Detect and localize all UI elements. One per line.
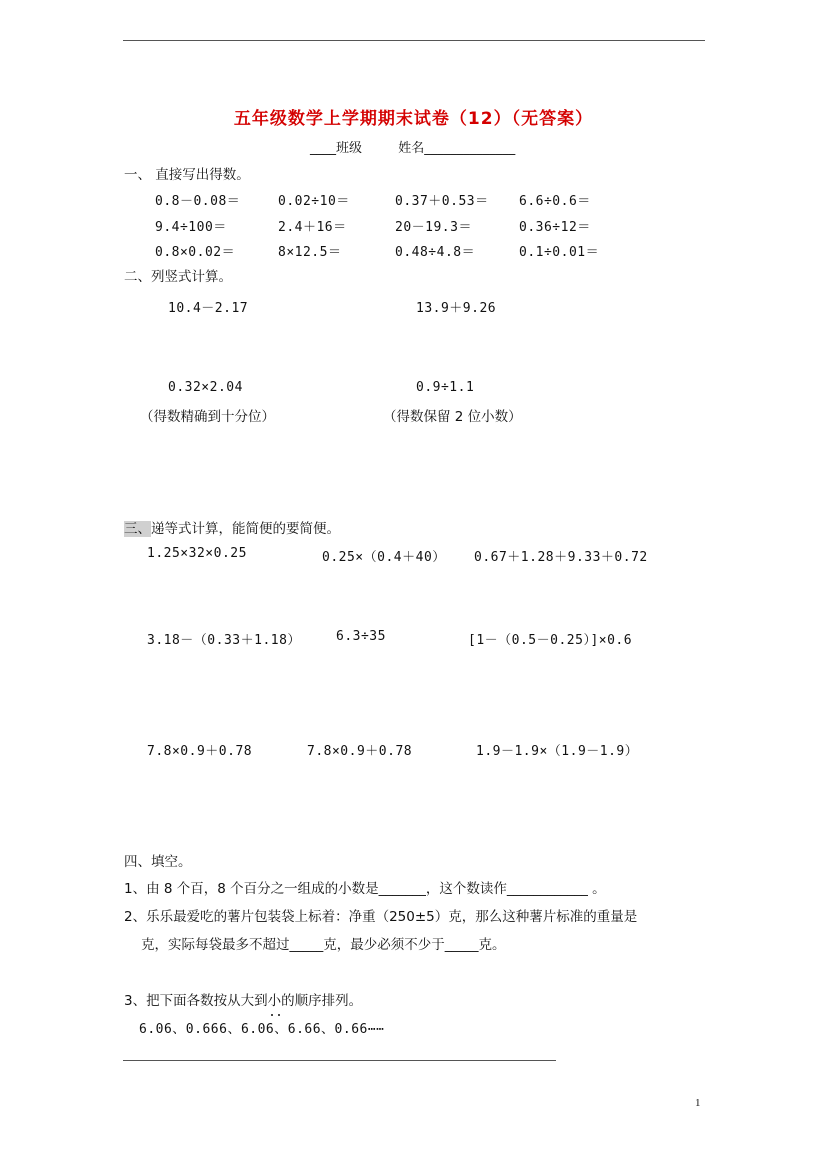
page-title: 五年级数学上学期期末试卷（12）（无答案） (233, 109, 594, 129)
oral-problem: 0.48÷4.8＝ (395, 245, 476, 260)
oral-problem: 6.6÷0.6＝ (519, 194, 591, 209)
oral-problem: 0.1÷0.01＝ (519, 245, 600, 260)
oral-problem: 9.4÷100＝ (155, 220, 227, 235)
rounding-note: （得数保留 2 位小数） (383, 409, 522, 425)
stepwise-problem: 1.25×32×0.25 (147, 546, 247, 561)
oral-problem: 0.36÷12＝ (519, 220, 591, 235)
oral-problem: 0.8－0.08＝ (155, 194, 241, 209)
vertical-problem: 10.4－2.17 (168, 301, 249, 316)
fill-question-1: 1、由 8 个百，8 个百分之一组成的小数是_______，这个数读作____________ 。 (124, 881, 606, 897)
vertical-problem: 13.9＋9.26 (416, 301, 497, 316)
stepwise-problem: 7.8×0.9＋0.78 (307, 744, 413, 759)
section-3-text: 递等式计算，能简便的要简便。 (151, 521, 340, 537)
footer-rule (123, 1060, 556, 1061)
section-1-heading: 一、 直接写出得数。 (124, 167, 250, 183)
stepwise-problem: 1.9－1.9×（1.9－1.9） (476, 744, 639, 759)
stepwise-problem: 7.8×0.9＋0.78 (147, 744, 253, 759)
section-4-heading: 四、填空。 (124, 854, 192, 870)
stepwise-problem: 0.67＋1.28＋9.33＋0.72 (474, 550, 648, 565)
section-3-heading (124, 517, 340, 537)
section-3-number: 三、 (124, 521, 151, 537)
header-rule (123, 40, 705, 41)
fill-question-3: 3、把下面各数按从大到小的顺序排列。 (124, 993, 363, 1009)
oral-problem: 0.37＋0.53＝ (395, 194, 489, 209)
name-label: 姓名______________ (398, 141, 516, 156)
stepwise-problem: 6.3÷35 (336, 629, 386, 644)
stepwise-problem: [1－（0.5－0.25）]×0.6 (468, 633, 633, 648)
vertical-problem: 0.9÷1.1 (416, 380, 475, 395)
class-blank: ____班级 (310, 141, 363, 156)
repeating-decimal-dot (271, 1014, 273, 1016)
oral-problem: 0.8×0.02＝ (155, 245, 236, 260)
stepwise-problem: 3.18－（0.33＋1.18） (147, 633, 301, 648)
vertical-problem: 0.32×2.04 (168, 380, 243, 395)
fill-question-2: 2、乐乐最爱吃的薯片包装袋上标着：净重（250±5）克，那么这种薯片标准的重量是 (124, 909, 638, 925)
oral-problem: 0.02÷10＝ (278, 194, 350, 209)
oral-problem: 2.4＋16＝ (278, 220, 347, 235)
rounding-note: （得数精确到十分位） (140, 409, 275, 425)
fill-question-2-cont: 克，实际每袋最多不超过_____克，最少必须不少于_____克。 (141, 937, 506, 953)
stepwise-problem: 0.25×（0.4＋40） (322, 550, 446, 565)
number-list: 6.06、0.666、6.06、6.66、0.66⋯⋯ (139, 1022, 385, 1037)
subtitle-line (310, 137, 515, 156)
section-2-heading: 二、列竖式计算。 (124, 269, 232, 285)
repeating-decimal-dot (278, 1014, 280, 1016)
oral-problem: 8×12.5＝ (278, 245, 342, 260)
page-number: 1 (695, 1097, 701, 1109)
oral-problem: 20－19.3＝ (395, 220, 472, 235)
